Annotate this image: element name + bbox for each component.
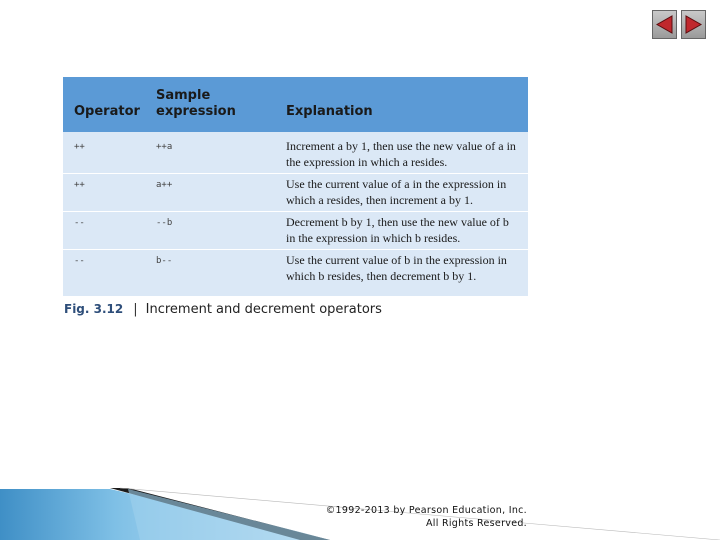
operator-cell: ++ xyxy=(74,142,85,152)
rights-line: All Rights Reserved. xyxy=(425,518,527,529)
operator-cell: -- xyxy=(74,218,85,228)
row-divider xyxy=(63,249,528,250)
figure-number: Fig. 3.12 xyxy=(64,302,124,316)
previous-slide-button[interactable] xyxy=(652,10,677,39)
sample-cell: b-- xyxy=(156,256,173,266)
explanation-cell: Decrement b by 1, then use the new value of b in the expression in which b resides. xyxy=(286,215,509,245)
sample-cell: a++ xyxy=(156,180,173,190)
header-sample-expression: Sample expression xyxy=(156,88,236,119)
table-header xyxy=(63,77,528,132)
triangle-left-icon xyxy=(656,15,673,34)
operator-cell: -- xyxy=(74,256,85,266)
header-operator: Operator xyxy=(74,104,140,119)
sample-cell: --b xyxy=(156,218,173,228)
row-divider xyxy=(63,211,528,212)
copyright-line: ©1992-2013 by Pearson Education, Inc. xyxy=(325,505,527,516)
copyright-notice xyxy=(326,504,527,530)
triangle-right-icon xyxy=(685,15,702,34)
sample-cell: ++a xyxy=(156,142,173,152)
figure-caption xyxy=(64,302,382,317)
explanation-cell: Increment a by 1, then use the new value of a in the expression in which a resides. xyxy=(286,139,516,169)
header-explanation: Explanation xyxy=(286,104,373,119)
operator-cell: ++ xyxy=(74,180,85,190)
explanation-cell: Use the current value of a in the expression in which a resides, then increment a by 1. xyxy=(286,177,507,207)
slide-navigation xyxy=(652,10,706,39)
explanation-cell: Use the current value of b in the expression in which b resides, then decrement b by 1. xyxy=(286,253,507,283)
caption-separator: | xyxy=(133,302,138,317)
row-divider xyxy=(63,173,528,174)
operators-table xyxy=(63,77,528,296)
next-slide-button[interactable] xyxy=(681,10,706,39)
caption-text: Increment and decrement operators xyxy=(145,302,382,317)
